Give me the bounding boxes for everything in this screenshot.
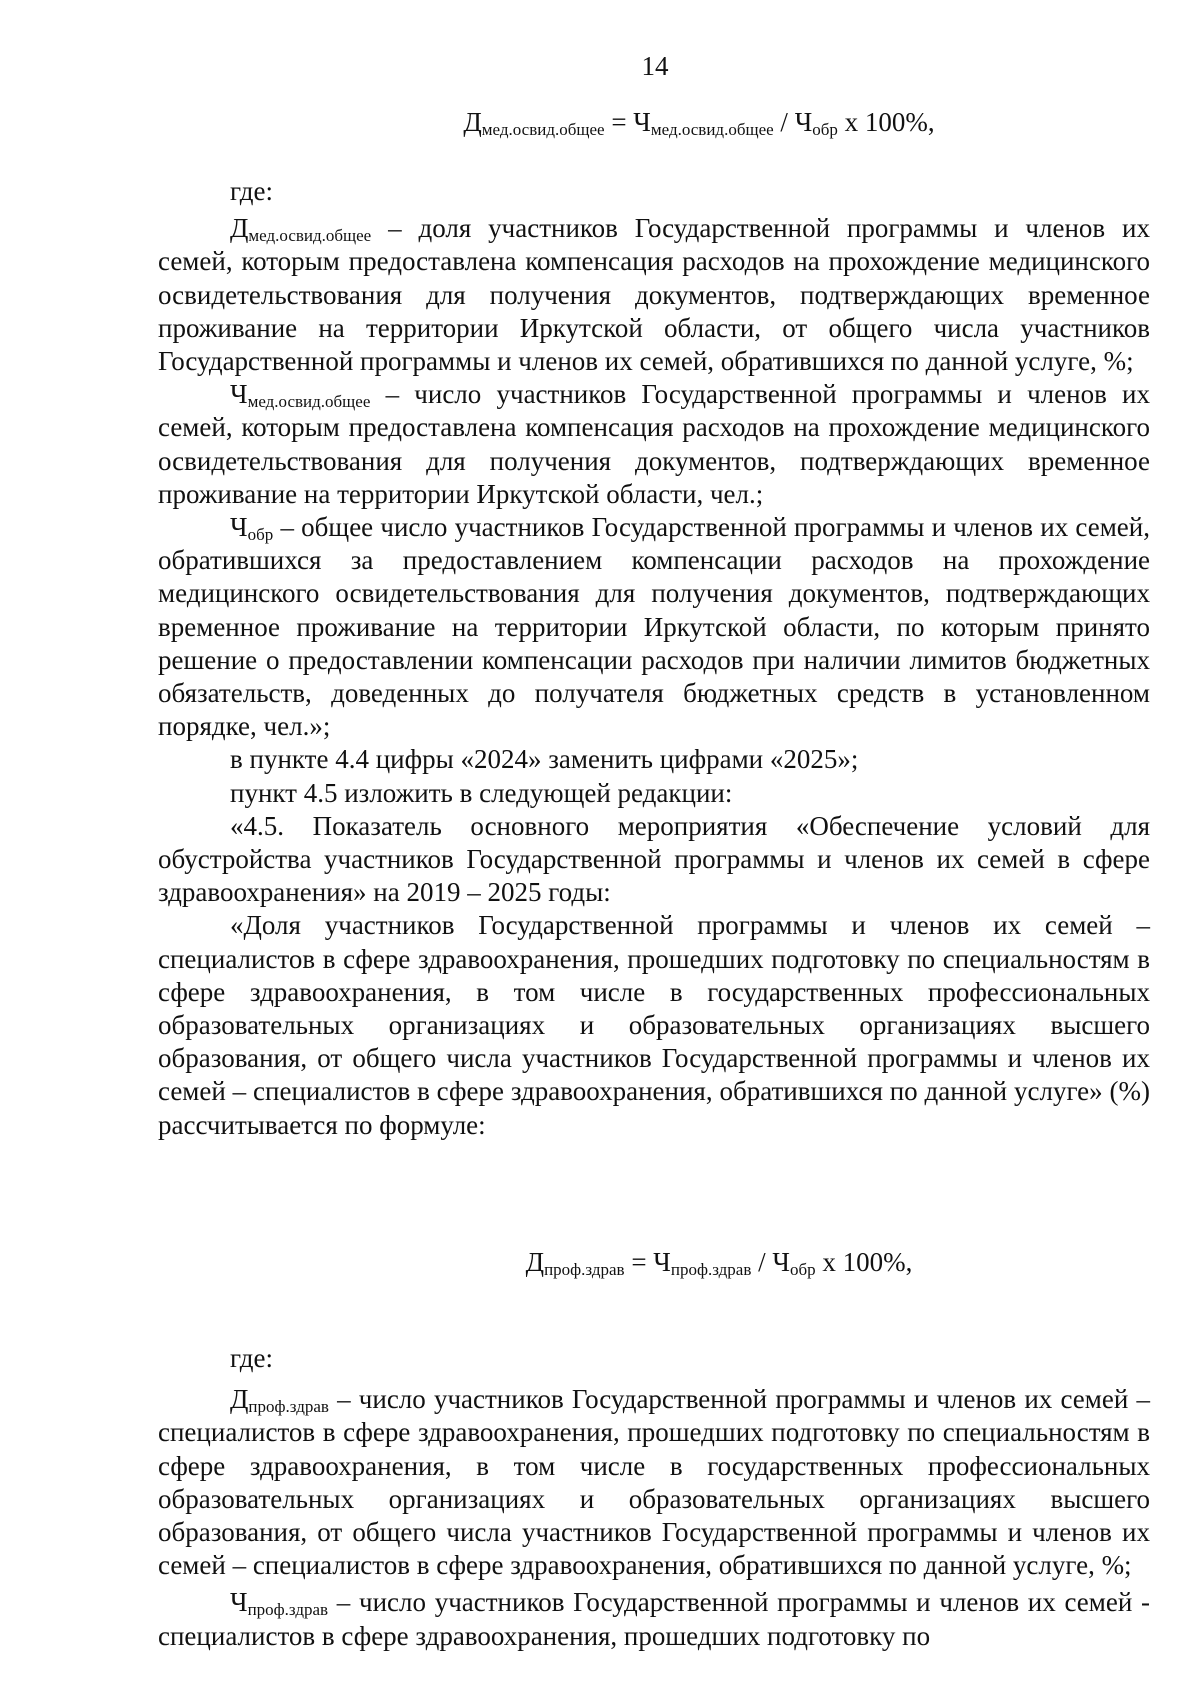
- definition-paragraph-1: $Д_{мед.освид.общее}$ – доля участников Государственной программы и членов их семей, которым предоставлена компенсация расходов на прохождение медицинского освидетельствования для получения документов, подтверждающих временное проживание на территории Иркутской области, от общего числа участников Государственной программы и членов их семей, обратившихся по данной услуге, %;: [158, 213, 1150, 377]
- formula-2-rhs-numerator: $Ч_{проф.здрав}$: [653, 1247, 752, 1279]
- paragraph-4-4-amendment: в пункте 4.4 цифры «2024» заменить цифрами «2025»;: [230, 744, 859, 775]
- definition-paragraph-4: $Д_{проф.здрав}$ – число участников Государственной программы и членов их семей – специалистов в сфере здравоохранения, прошедших подготовку по специальностям в сфере здравоохранения, в том числе в государственных профессиональных образовательных организациях и образовательных организациях высшего образования, от общего числа участников Государственной программы и членов их семей – специалистов в сфере здравоохранения, обратившихся по данной услуге, %;: [158, 1384, 1150, 1581]
- formula-2-lhs: $Д_{проф.здрав}$: [525, 1247, 625, 1279]
- formula-1: $Д_{мед.освид.общее} = Ч_{мед.освид.общее} / Ч_{обр}$ х 100%,: [463, 107, 935, 139]
- paragraph-4-5-intro: пункт 4.5 изложить в следующей редакции:: [230, 777, 733, 808]
- definition-paragraph-2: $Ч_{мед.освид.общее}$ – число участников Государственной программы и членов их семей, которым предоставлена компенсация расходов на прохождение медицинского освидетельствования для получения документов, подтверждающих временное проживание на территории Иркутской области, чел.;: [158, 379, 1150, 509]
- formula-1-rhs-denominator: $Ч_{обр}$: [794, 107, 838, 139]
- where-label-2: где:: [230, 1343, 273, 1373]
- definition-paragraph-5: $Ч_{проф.здрав}$ – число участников Государственной программы и членов их семей - специалистов в сфере здравоохранения, прошедших подготовку по: [158, 1587, 1150, 1651]
- paragraph-4-5-body: «Доля участников Государственной программы и членов их семей – специалистов в сфере здравоохранения, прошедших подготовку по специальностям в сфере здравоохранения, в том числе в государственных профессиональных образовательных организациях и образовательных организациях высшего образования, от общего числа участников Государственной программы и членов их семей – специалистов в сфере здравоохранения, обратившихся по данной услуге» (%) рассчитывается по формуле:: [158, 910, 1150, 1140]
- paragraph-4-5-title: «4.5. Показатель основного мероприятия «Обеспечение условий для обустройства участников Государственной программы и членов их семей в сфере здравоохранения» на 2019 – 2025 годы:: [158, 810, 1150, 908]
- formula-1-lhs: $Д_{мед.освид.общее}$: [463, 107, 605, 139]
- formula-1-rhs-numerator: $Ч_{мед.освид.общее}$: [633, 107, 774, 139]
- definition-paragraph-3: $Ч_{обр}$ – общее число участников Государственной программы и членов их семей, обратившихся за предоставлением компенсации расходов на прохождение медицинского освидетельствования для получения документов, подтверждающих временное проживание на территории Иркутской области, по которым принято решение о предоставлении компенсации расходов при наличии лимитов бюджетных обязательств, доведенных до получателя бюджетных средств в установленном порядке, чел.»;: [158, 512, 1150, 742]
- formula-2: $Д_{проф.здрав} = Ч_{проф.здрав} / Ч_{обр}$ х 100%,: [525, 1247, 913, 1279]
- page-number: 14: [641, 51, 669, 81]
- body-block-2: [158, 1342, 1150, 1653]
- body-block-1: [158, 175, 1150, 1142]
- where-label-1: где:: [230, 176, 273, 206]
- formula-2-rhs-denominator: $Ч_{обр}$: [772, 1247, 816, 1279]
